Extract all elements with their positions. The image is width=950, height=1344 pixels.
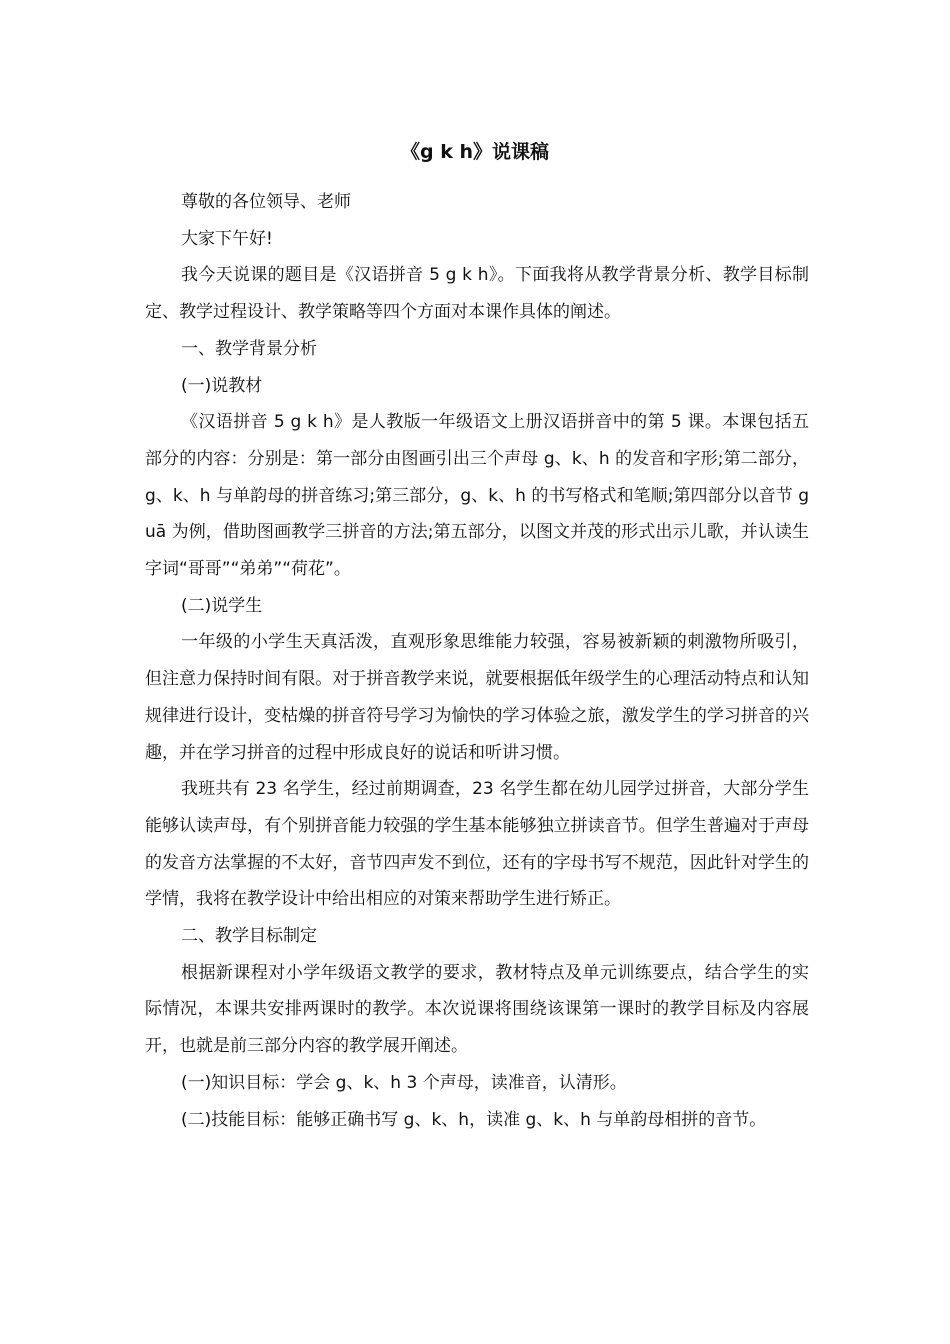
subsection-heading-students: (二)说学生 xyxy=(181,595,263,616)
section-heading-background: 一、教学背景分析 xyxy=(181,338,317,359)
paragraph-class-situation: 我班共有 23 名学生，经过前期调查，23 名学生都在幼儿园学过拼音，大部分学生能够认读声母，有个别拼音能力较强的学生基本能够独立拼读音节。但学生普遍对于声母的发音方法掌握的不太好，音节四声发不到位，还有的字母书写不规范，因此针对学生的学情，我将在教学设计中给出相应的对策来帮助学生进行矫正。 xyxy=(145,779,809,910)
paragraph-objectives-overview: 根据新课程对小学年级语文教学的要求，教材特点及单元训练要点，结合学生的实际情况，本课共安排两课时的教学。本次说课将围绕该课第一课时的教学目标及内容展开，也就是前三部分内容的教学展开阐述。 xyxy=(145,962,809,1057)
paragraph-greeting-afternoon: 大家下午好! xyxy=(181,228,273,249)
paragraph-greeting-leaders: 尊敬的各位领导、老师 xyxy=(181,192,351,212)
paragraph-introduction: 我今天说课的题目是《汉语拼音 5 g k h》。下面我将从教学背景分析、教学目标制定、教学过程设计、教学策略等四个方面对本课作具体的阐述。 xyxy=(145,265,809,323)
subsection-heading-textbook: (一)说教材 xyxy=(181,375,263,396)
section-heading-objectives: 二、教学目标制定 xyxy=(181,926,317,947)
paragraph-textbook: 《汉语拼音 5 g k h》是人教版一年级语文上册汉语拼音中的第 5 课。本课包括五部分的内容：分别是：第一部分由图画引出三个声母 g、k、h 的发音和字形;第二部分，g、k、h 与单韵母的拼音练习;第三部分，g、k、h 的书写格式和笔顺;第四部分以音节 guā 为例，借助图画教学三拼音的方法;第五部分，以图文并茂的形式出示儿歌，并认读生字词“哥哥”“弟弟”“荷花”。 xyxy=(145,412,809,580)
document-title: 《g k h》说课稿 xyxy=(401,141,549,163)
paragraph-skill-objective: (二)技能目标：能够正确书写 g、k、h，读准 g、k、h 与单韵母相拼的音节。 xyxy=(181,1109,767,1130)
paragraph-students-traits: 一年级的小学生天真活泼，直观形象思维能力较强，容易被新颖的刺激物所吸引，但注意力保持时间有限。对于拼音教学来说，就要根据低年级学生的心理活动特点和认知规律进行设计，变枯燥的拼音符号学习为愉快的学习体验之旅，激发学生的学习拼音的兴趣，并在学习拼音的过程中形成良好的说话和听讲习惯。 xyxy=(145,632,809,763)
document-body xyxy=(145,184,809,1138)
paragraph-knowledge-objective: (一)知识目标：学会 g、k、h 3 个声母，读准音，认清形。 xyxy=(181,1072,627,1093)
